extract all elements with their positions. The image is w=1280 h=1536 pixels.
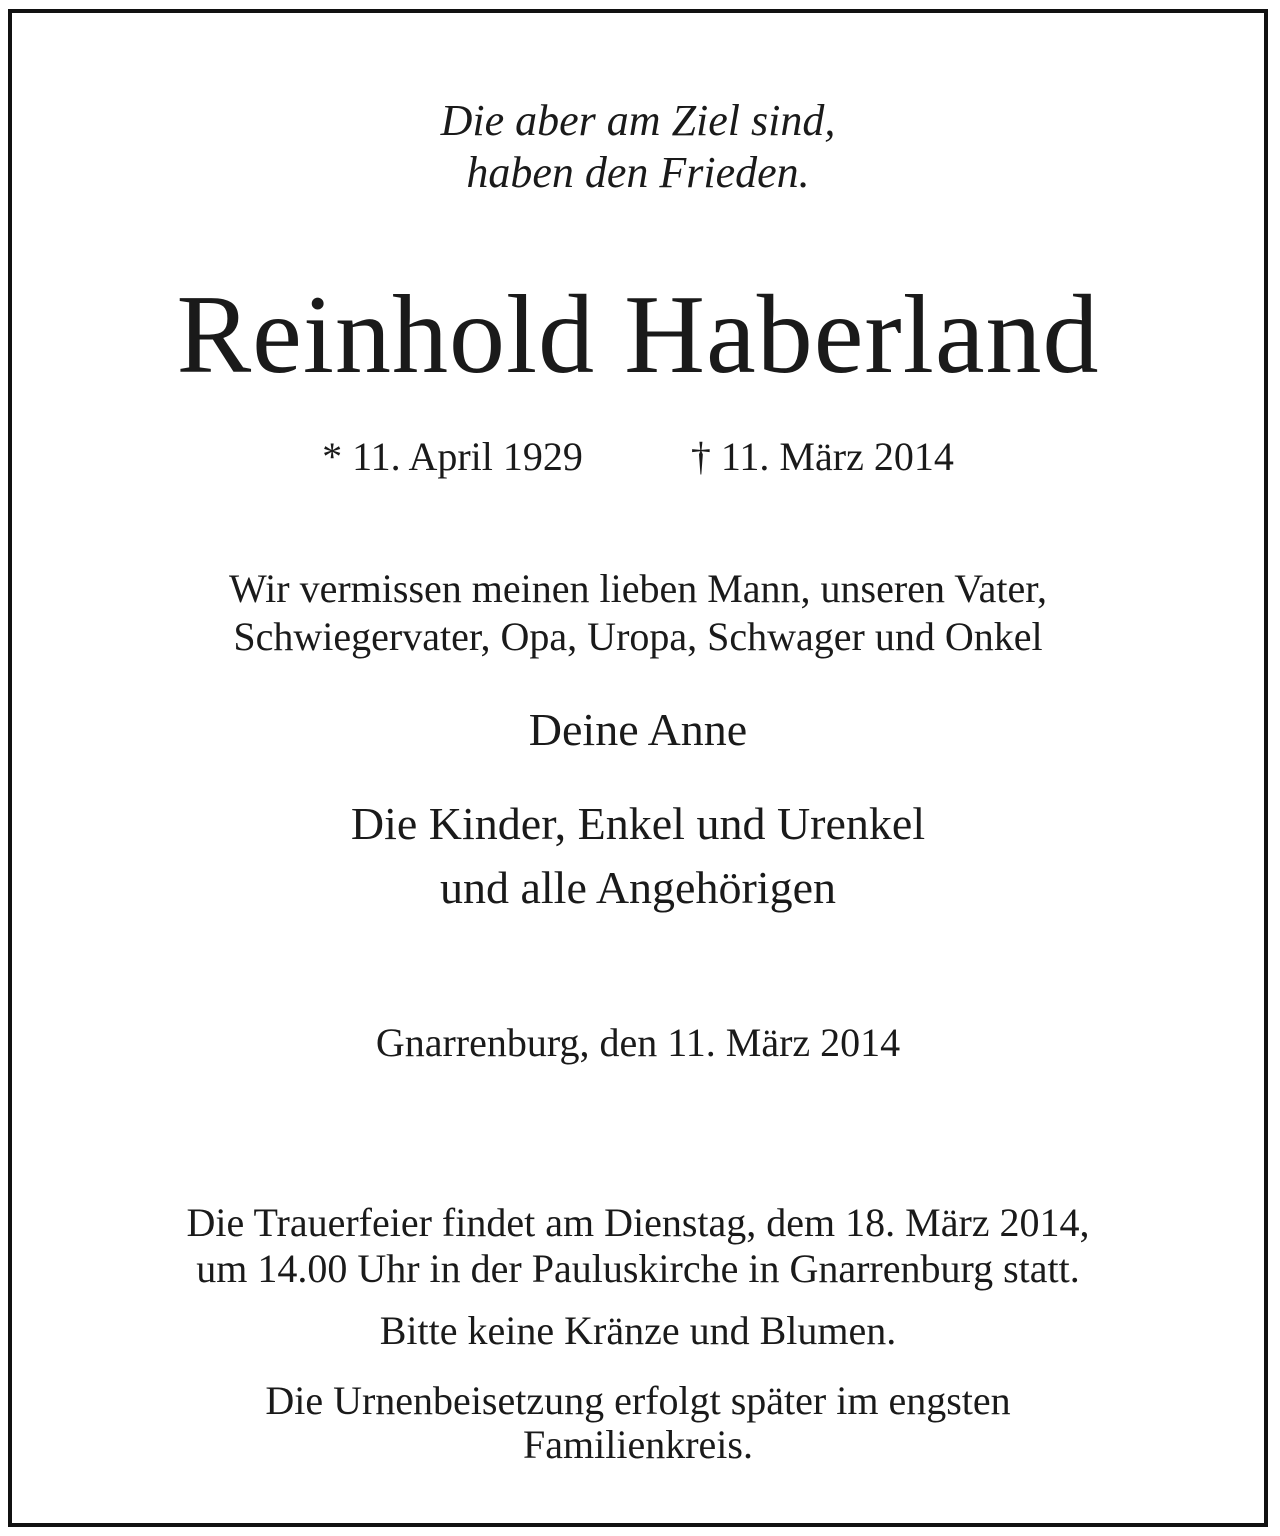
life-dates [12, 434, 1264, 479]
family-line-1: Die Kinder, Enkel und Urenkel [350, 798, 926, 849]
message-line-2: Schwiegervater, Opa, Uropa, Schwager und Onkel [233, 614, 1043, 659]
no-flowers-note: Bitte keine Kränze und Blumen. [379, 1308, 897, 1353]
urn-line-2: Familienkreis. [523, 1422, 753, 1467]
birth-date: * 11. April 1929 [322, 434, 583, 479]
spouse-signature: Deine Anne [528, 704, 748, 755]
service-line-1: Die Trauerfeier findet am Dienstag, dem 18. März 2014, [186, 1200, 1090, 1245]
service-line-2: um 14.00 Uhr in der Pauluskirche in Gnarrenburg statt. [196, 1246, 1080, 1291]
motto-line-1: Die aber am Ziel sind, [440, 96, 836, 145]
death-date: † 11. März 2014 [690, 434, 954, 479]
deceased-name: Reinhold Haberland [176, 273, 1100, 397]
message-line-1: Wir vermissen meinen lieben Mann, unseren Vater, [228, 566, 1048, 611]
family-line-2: und alle Angehörigen [439, 862, 836, 913]
obituary-frame [8, 9, 1268, 1527]
urn-line-1: Die Urnenbeisetzung erfolgt später im engsten [265, 1378, 1011, 1423]
motto-line-2: haben den Frieden. [466, 148, 810, 197]
place-and-date: Gnarrenburg, den 11. März 2014 [375, 1020, 901, 1065]
